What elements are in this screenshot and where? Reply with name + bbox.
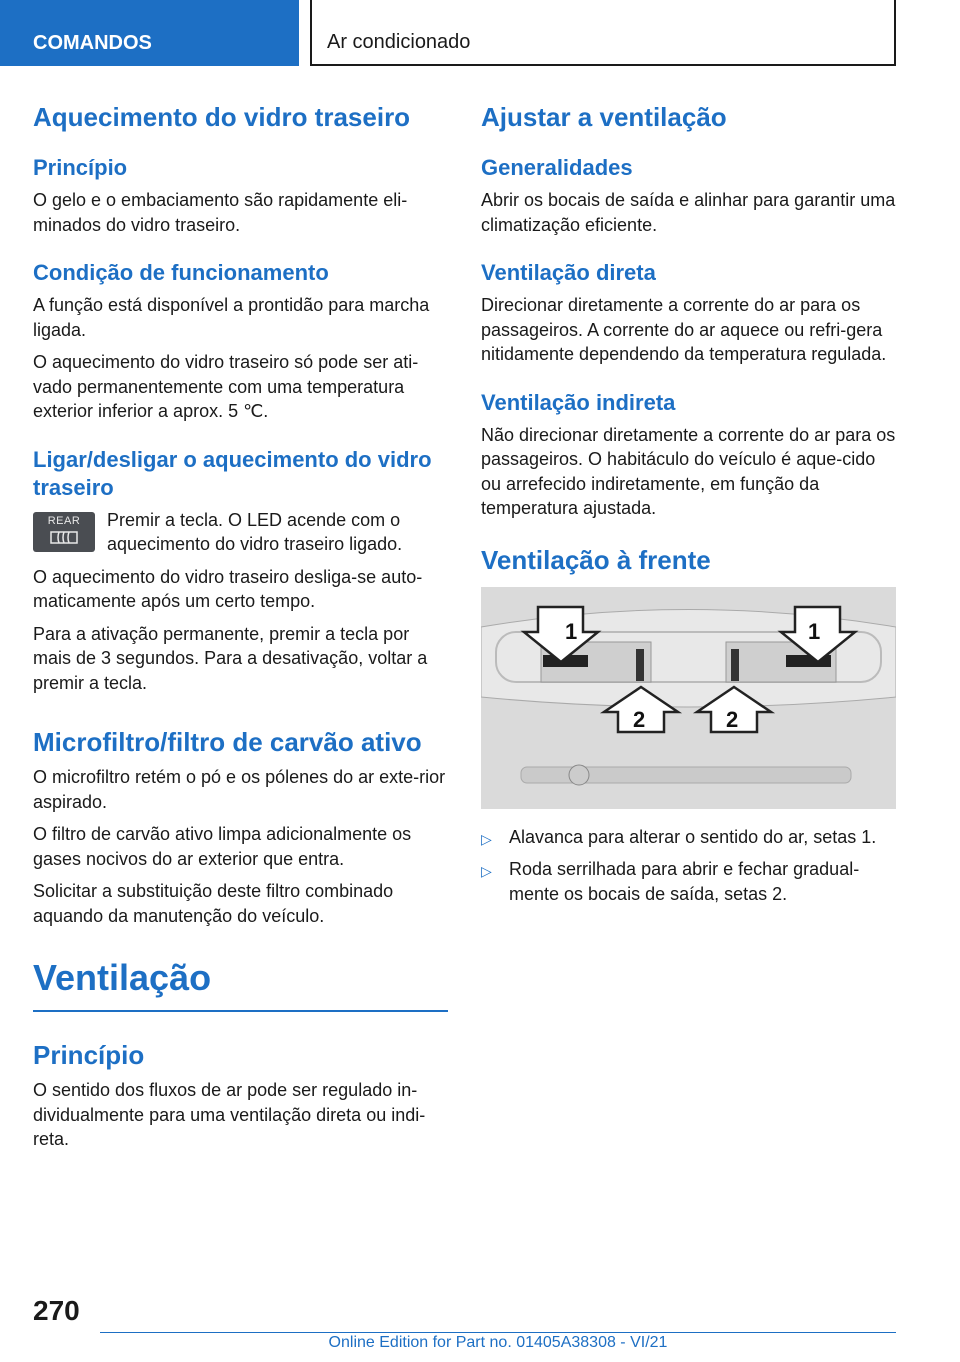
rear-heat-condition xyxy=(33,259,448,424)
vent-principle-text: O sentido dos fluxos de ar pode ser regulado in-dividualmente para uma ventilação direta ou indi-reta. xyxy=(33,1080,426,1149)
filter-section xyxy=(33,725,448,928)
rear-button-label: REAR xyxy=(47,514,81,527)
section-tab xyxy=(0,0,299,66)
topic-label: Ar condicionado xyxy=(327,31,471,53)
condition-text-2: O aquecimento do vidro traseiro só pode ser ati-vado permanentemente com uma temperatura exterior inferior a aprox. 5 ℃. xyxy=(33,352,419,421)
vent-illustration xyxy=(481,587,896,809)
onoff-text-3: Para a ativação permanente, premir a tecla por mais de 3 segundos. Para a desativação, voltar a premir a tecla. xyxy=(33,623,428,693)
ventilation-title: Ventilação xyxy=(33,956,448,1012)
triangle-bullet-icon: ▷ xyxy=(481,863,492,879)
page-number: 270 xyxy=(33,1295,80,1326)
list-item xyxy=(481,857,896,906)
direct-text: Direcionar diretamente a corrente do ar para os passageiros. A corrente do ar aquece ou refri-gera nitidamente dependendo da temperatura regulada. xyxy=(481,295,887,364)
rear-heat-principle xyxy=(33,154,448,237)
topic-tab xyxy=(310,0,896,66)
vent-legend-list xyxy=(481,825,896,907)
right-column xyxy=(481,100,896,914)
ventilation-principle xyxy=(33,1038,448,1152)
section-label: COMANDOS xyxy=(33,32,152,54)
general-section xyxy=(481,154,896,237)
list-item-text: Roda serrilhada para abrir e fechar gradual-mente os bocais de saída, setas 2. xyxy=(509,859,860,904)
general-heading: Generalidades xyxy=(481,155,633,180)
general-text: Abrir os bocais de saída e alinhar para garantir uma climatização eficiente. xyxy=(481,190,896,235)
callout-1-right: 1 xyxy=(808,618,821,644)
list-item-text: Alavanca para alterar o sentido do ar, setas 1. xyxy=(509,826,877,847)
rear-heat-title: Aquecimento do vidro traseiro xyxy=(33,102,411,132)
triangle-bullet-icon: ▷ xyxy=(481,830,492,847)
condition-text-1: A função está disponível a prontidão para marcha ligada. xyxy=(33,295,430,340)
direct-section xyxy=(481,259,896,367)
onoff-heading: Ligar/desligar o aquecimento do vidro traseiro xyxy=(33,446,432,500)
indirect-text: Não direcionar diretamente a corrente do ar para os passageiros. O habitáculo do veículo é aque-cido ou arrefecido indiretamente, em função da temperatura ajustada. xyxy=(481,424,896,518)
footer-rule xyxy=(100,1332,896,1333)
rear-defrost-button-icon xyxy=(33,512,95,552)
button-row xyxy=(33,508,448,557)
vent-principle-heading: Princípio xyxy=(33,1040,145,1070)
left-column xyxy=(33,100,448,1160)
defrost-lines-icon xyxy=(49,530,79,546)
filter-text-3: Solicitar a substituição deste filtro combinado aquando da manutenção do veículo. xyxy=(33,881,394,926)
filter-text-2: O filtro de carvão ativo limpa adicionalmente os gases nocivos do ar exterior que entra. xyxy=(33,824,412,869)
filter-text-1: O microfiltro retém o pó e os pólenes do ar exte-rior aspirado. xyxy=(33,767,446,812)
list-item xyxy=(481,825,896,850)
vent-photo xyxy=(481,587,896,809)
principle-heading: Princípio xyxy=(33,155,128,180)
principle-text: O gelo e o embaciamento são rapidamente eli-minados do vidro traseiro. xyxy=(33,190,408,235)
indirect-section xyxy=(481,389,896,521)
callout-2-right: 2 xyxy=(726,706,739,732)
condition-heading: Condição de funcionamento xyxy=(33,260,329,285)
filter-title: Microfiltro/filtro de carvão ativo xyxy=(33,727,422,757)
adjust-title: Ajustar a ventilação xyxy=(481,102,727,132)
front-vent-title: Ventilação à frente xyxy=(481,544,711,575)
rear-heat-onoff xyxy=(33,446,448,696)
edition-footer: Online Edition for Part no. 01405A38308 - VI/21 xyxy=(328,1334,668,1351)
indirect-heading: Ventilação indireta xyxy=(481,389,676,415)
callout-2-left: 2 xyxy=(633,706,646,732)
onoff-text-2: O aquecimento do vidro traseiro desliga-se auto-maticamente após um certo tempo. xyxy=(33,566,423,611)
onoff-text-1: Premir a tecla. O LED acende com o aquecimento do vidro traseiro ligado. xyxy=(107,509,403,554)
direct-heading: Ventilação direta xyxy=(481,260,656,285)
callout-1-left: 1 xyxy=(565,618,578,644)
